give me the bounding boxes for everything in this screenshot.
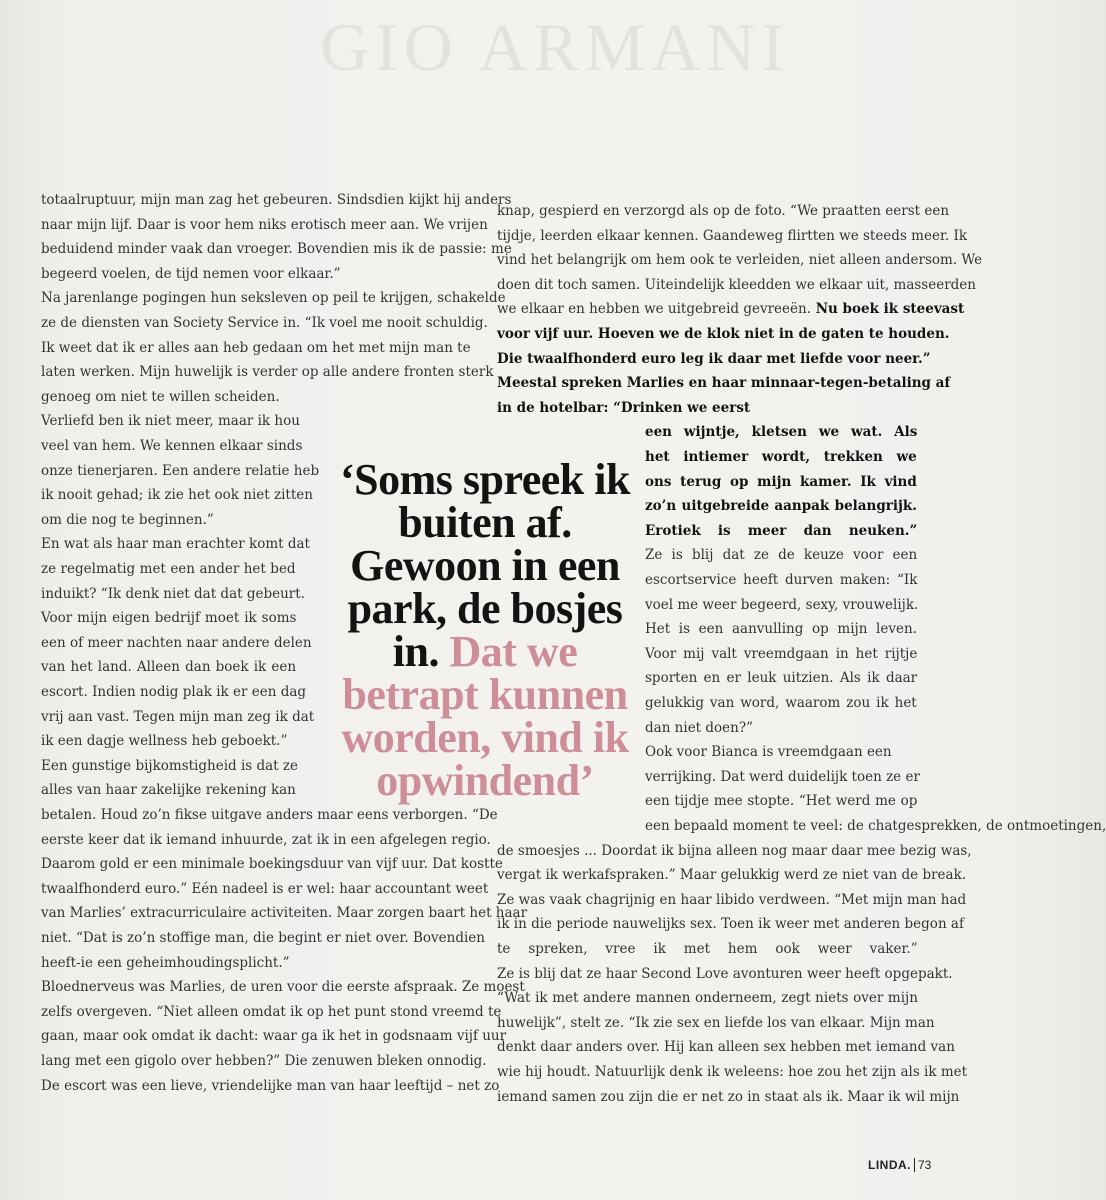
text-line: Voor mij valt vreemdgaan in het rijtje: [645, 645, 918, 662]
text-line: zo’n uitgebreide aanpak belangrijk.: [645, 498, 917, 515]
text-line: ze de diensten van Society Service in. “Ik voel me nooit schuldig.: [41, 315, 488, 331]
text-line: escort. Indien nodig plak ik er een dag: [41, 684, 307, 700]
text-line: alles van haar zakelijke rekening kan: [41, 782, 296, 799]
text-line: Ze is blij dat ze haar Second Love avonturen weer heeft opgepakt.: [497, 965, 953, 982]
footer-divider: [914, 1158, 915, 1172]
text-line: ons terug op mijn kamer. Ik vind: [645, 473, 917, 490]
text-line: betalen. Houd zo’n fikse uitgave anders maar eens verborgen. “De: [41, 807, 498, 823]
text-line: onze tienerjaren. Een andere relatie heb: [41, 462, 320, 479]
text-line: zelfs overgeven. “Niet alleen omdat ik op het punt stond vreemd te: [41, 1003, 502, 1020]
text-line: “Wat ik met andere mannen onderneem, zegt niets over mijn: [497, 990, 918, 1007]
text-line: denkt daar anders over. Hij kan alleen sex hebben met iemand van: [497, 1039, 955, 1056]
page-footer: [868, 1158, 931, 1172]
text-line: Een gunstige bijkomstigheid is dat ze: [41, 757, 299, 774]
text-line: de smoesjes ... Doordat ik bijna alleen nog maar daar mee bezig was,: [497, 842, 972, 859]
text-line: En wat als haar man erachter komt dat: [41, 536, 310, 553]
text-line: Na jarenlange pogingen hun seksleven op peil te krijgen, schakelde: [41, 290, 506, 307]
page-number: 73: [918, 1158, 932, 1172]
text-line: Erotiek is meer dan neuken.”: [645, 522, 918, 539]
text-line: Die twaalfhonderd euro leg ik daar met liefde voor neer.”: [497, 350, 931, 367]
text-line: laten werken. Mijn huwelijk is verder op alle andere fronten sterk: [41, 364, 494, 381]
text-line: huwelijk”, stelt ze. “Ik zie sex en liefde los van elkaar. Mijn man: [497, 1014, 935, 1031]
text-line: gaan, maar ook omdat ik dacht: waar ga ik het in godsnaam vijf uur: [41, 1028, 507, 1045]
text-line: veel van hem. We kennen elkaar sinds: [41, 438, 303, 454]
text-line: knap, gespierd en verzorgd als op de foto. “We praatten eerst een: [497, 203, 950, 219]
text-line: om die nog te beginnen.”: [41, 511, 214, 528]
text-line: vergat ik werkafspraken.” Maar gelukkig werd ze niet van de break.: [497, 867, 967, 884]
text-line: Ze is blij dat ze de keuze voor een: [645, 547, 918, 564]
text-line: van het land. Alleen dan boek ik een: [41, 659, 297, 676]
text-line: een wijntje, kletsen we wat. Als: [645, 424, 918, 441]
text-line: niet. “Dat is zo’n stoffige man, die begint er niet over. Bovendien: [41, 930, 485, 946]
text-line: twaalfhonderd euro.” Eén nadeel is er wel: haar accountant weet: [41, 880, 489, 897]
text-line: Ze was vaak chagrijnig en haar libido verdween. “Met mijn man had: [497, 891, 967, 908]
pull-quote-dark: ‘Soms spreek ik buiten af. Gewoon in een park, de bosjes in.: [340, 455, 630, 676]
text-line: naar mijn lijf. Daar is voor hem niks erotisch meer aan. We vrijen: [41, 216, 488, 233]
text-line: gelukkig van word, waarom zou ik het: [645, 695, 917, 711]
text-line: Het is een aanvulling op mijn leven.: [645, 621, 917, 638]
text-line: lang met een gigolo over hebben?” Die zenuwen bleken onnodig.: [41, 1053, 487, 1069]
text-line: totaalruptuur, mijn man zag het gebeuren. Sindsdien kijkt hij anders: [41, 192, 512, 208]
text-line: genoeg om niet te willen scheiden.: [41, 388, 280, 405]
text-line: voel me weer begeerd, sexy, vrouwelijk.: [645, 596, 919, 613]
text-line: Bloednerveus was Marlies, de uren voor die eerste afspraak. Ze moest: [41, 979, 525, 996]
text-line: induikt? “Ik denk niet dat dat gebeurt.: [41, 585, 305, 602]
text-line: ik in die periode nauwelijks sex. Toen ik weer met anderen begon af: [497, 916, 964, 933]
text-line: ze regelmatig met een ander het bed: [41, 561, 296, 577]
text-line: dan niet doen?”: [645, 719, 753, 736]
text-line: van Marlies’ extracurriculaire activiteiten. Maar zorgen baart het haar: [41, 905, 528, 922]
text-line: begeerd voelen, de tijd nemen voor elkaar.”: [41, 265, 341, 282]
text-line: Daarom gold er een minimale boekingsduur van vijf uur. Dat kostte: [41, 856, 503, 873]
text-line: Ik weet dat ik er alles aan heb gedaan om het met mijn man te: [41, 339, 471, 356]
text-line: het intiemer wordt, trekken we: [645, 449, 917, 465]
text-line: tijdje, leerden elkaar kennen. Gaandeweg flirtten we steeds meer. Ik: [497, 227, 968, 244]
text-line: sporten en er leuk uitzien. Als ik daar: [645, 670, 918, 687]
text-line: een tijdje mee stopte. “Het werd me op: [645, 793, 918, 810]
text-line: wie hij houdt. Natuurlijk denk ik weleens: hoe zou het zijn als ik met: [497, 1064, 968, 1080]
text-line: Ook voor Bianca is vreemdgaan een: [645, 744, 892, 761]
text-line: doen dit toch samen. Uiteindelijk kleedden we elkaar uit, masseerden: [497, 276, 976, 293]
text-line: te spreken, vree ik met hem ook weer vaker.”: [497, 941, 918, 957]
text-line: voor vijf uur. Hoeven we de klok niet in de gaten te houden.: [497, 326, 950, 342]
text-line: een bepaald moment te veel: de chatgesprekken, de ontmoetingen,: [645, 818, 1106, 834]
text-line: iemand samen zou zijn die er net zo in staat als ik. Maar ik wil mijn: [497, 1088, 960, 1105]
text-line: ik nooit gehad; ik zie het ook niet zitten: [41, 487, 313, 504]
magazine-brand: LINDA.: [868, 1158, 911, 1172]
text-line: Meestal spreken Marlies en haar minnaar-tegen-betaling af: [497, 375, 951, 392]
pull-quote: [335, 455, 635, 805]
text-line: eerste keer dat ik iemand inhuurde, zat ik in een afgelegen regio.: [41, 831, 491, 848]
text-line: een of meer nachten naar andere delen: [41, 634, 312, 651]
text-line: De escort was een lieve, vriendelijke man van haar leeftijd – net zo: [41, 1077, 500, 1094]
text-line: verrijking. Dat werd duidelijk toen ze er: [645, 768, 920, 785]
text-line: vrij aan vast. Tegen mijn man zeg ik dat: [41, 708, 315, 725]
text-line: in de hotelbar: “Drinken we eerst: [497, 399, 751, 416]
text-line: beduidend minder vaak dan vroeger. Bovendien mis ik de passie: me: [41, 241, 512, 258]
text-line: Verliefd ben ik niet meer, maar ik hou: [41, 413, 300, 430]
text-line: ik een dagje wellness heb geboekt.”: [41, 733, 288, 750]
pull-quote-pink: Dat we betrapt kunnen worden, vind ik opwindend’: [341, 627, 629, 805]
text-line: Voor mijn eigen bedrijf moet ik soms: [41, 610, 297, 627]
text-line: we elkaar en hebben we uitgebreid gevreeën. Nu boek ik steevast: [497, 301, 965, 318]
text-line: heeft-ie een geheimhoudingsplicht.”: [41, 954, 290, 971]
ghost-print-through: GIO ARMANI: [320, 9, 790, 85]
text-line: vind het belangrijk om hem ook te verleiden, niet alleen andersom. We: [497, 252, 983, 269]
text-line: escortservice heeft durven maken: “Ik: [645, 572, 918, 588]
